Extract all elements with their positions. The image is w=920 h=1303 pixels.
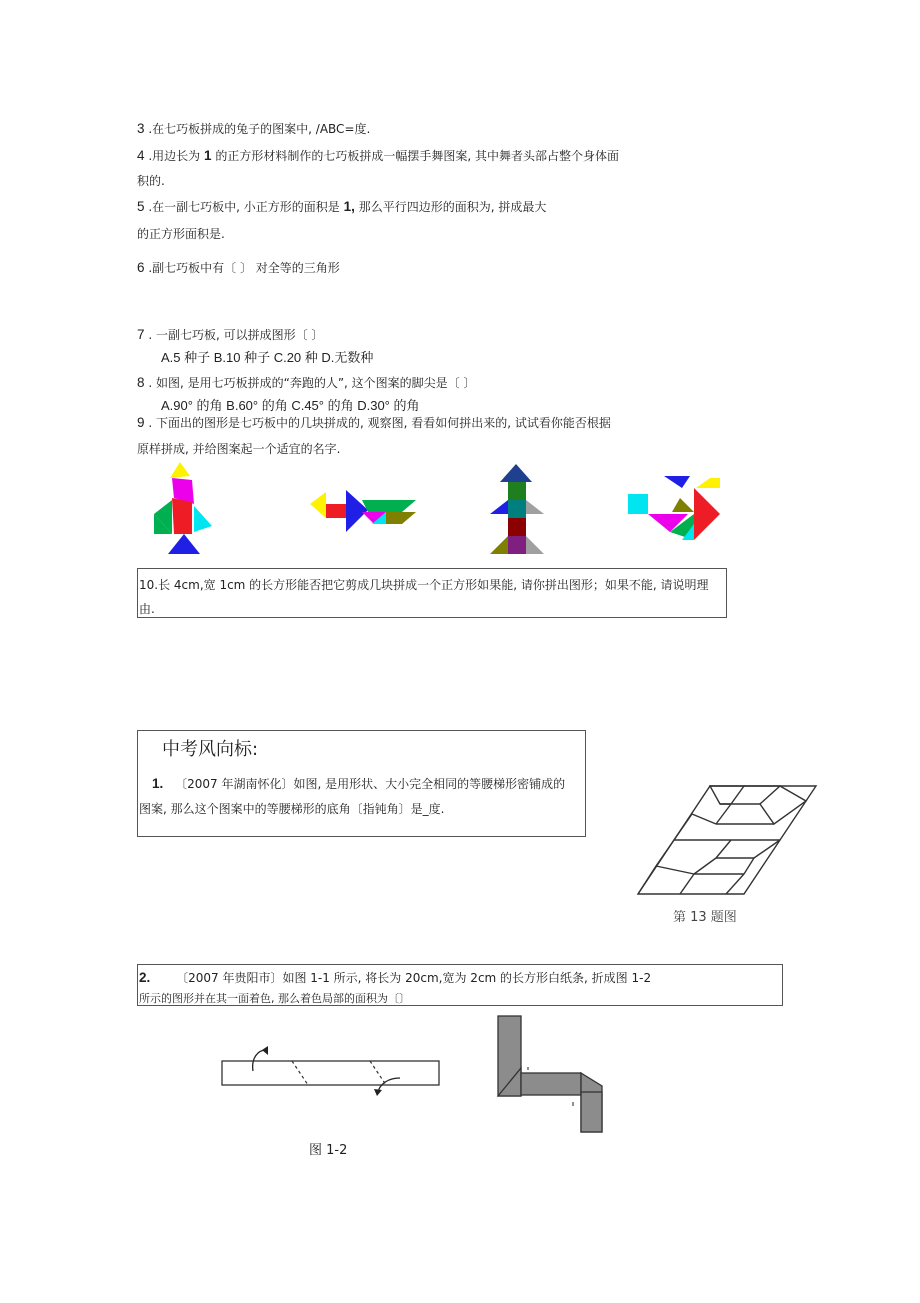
- figure-1-1-paper-strip: [220, 1044, 442, 1098]
- trapezoid-tessellation-figure: [636, 784, 818, 898]
- zhongkao-q1-line2: 图案, 那么这个图案中的等腰梯形的底角〔指钝角〕是_度.: [139, 802, 445, 816]
- question-10-line1: 10.长 4cm,宽 1cm 的长方形能否把它剪成几块拼成一个正方形如果能, 请你拼出图形；如果不能, 请说明理: [139, 578, 709, 592]
- question-8-options: A.90° 的角 B.60° 的角 C.45° 的角 D.30° 的角: [161, 398, 420, 413]
- question-7: 7 . 一副七巧板, 可以拼成图形〔 〕: [137, 327, 324, 342]
- question-8: 8 . 如图, 是用七巧板拼成的“奔跑的人”, 这个图案的脚尖是〔 〕: [137, 375, 476, 390]
- figure-13-caption: 第 13 题图: [673, 910, 737, 925]
- tangram-figure-runner: [150, 462, 220, 556]
- question-6: 6 .副七巧板中有〔 〕 对全等的三角形: [137, 260, 340, 275]
- question-4-line2: 积的.: [137, 174, 165, 188]
- tangram-figure-arrow: [306, 488, 418, 536]
- question-9-line2: 原样拼成, 并给图案起一个适宜的名字.: [137, 442, 341, 456]
- tangram-figure-tower: [488, 462, 546, 556]
- tangram-figure-fish: [624, 474, 722, 544]
- question-10-line2: 由.: [139, 602, 155, 616]
- question-7-options: A.5 种子 B.10 种子 C.20 种 D.无数种: [161, 350, 374, 365]
- figure-1-2-caption: 图 1-2: [309, 1143, 348, 1158]
- figure-1-2-folded-strip: [494, 1014, 608, 1134]
- question-9: 9 . 下面出的图形是七巧板中的几块拼成的, 观察图, 看看如何拼出来的, 试试看你能否根据: [137, 415, 611, 430]
- zhongkao-q1: 1. 〔2007 年湖南怀化〕如图, 是用形状、大小完全相同的等腰梯形密铺成的: [152, 776, 566, 791]
- question-5: 5 .在一副七巧板中, 小正方形的面积是 1, 那么平行四边形的面积为, 拼成最大: [137, 199, 547, 214]
- question-5-line2: 的正方形面积是.: [137, 227, 225, 241]
- zhongkao-q2-line1: 2. 〔2007 年贵阳市〕如图 1-1 所示, 将长为 20cm,宽为 2cm 的长方形白纸条, 折成图 1-2: [139, 970, 652, 985]
- zhongkao-heading: 中考风向标:: [162, 739, 259, 760]
- question-3: 3 .在七巧板拼成的兔子的图案中, /ABC=度.: [137, 121, 371, 136]
- zhongkao-q2-line2: 所示的图形并在其一面着色, 那么着色局部的面积为〔〕: [139, 992, 410, 1005]
- question-4: 4 .用边长为 1 的正方形材料制作的七巧板拼成一幅摆手舞图案, 其中舞者头部占整个身体面: [137, 148, 619, 163]
